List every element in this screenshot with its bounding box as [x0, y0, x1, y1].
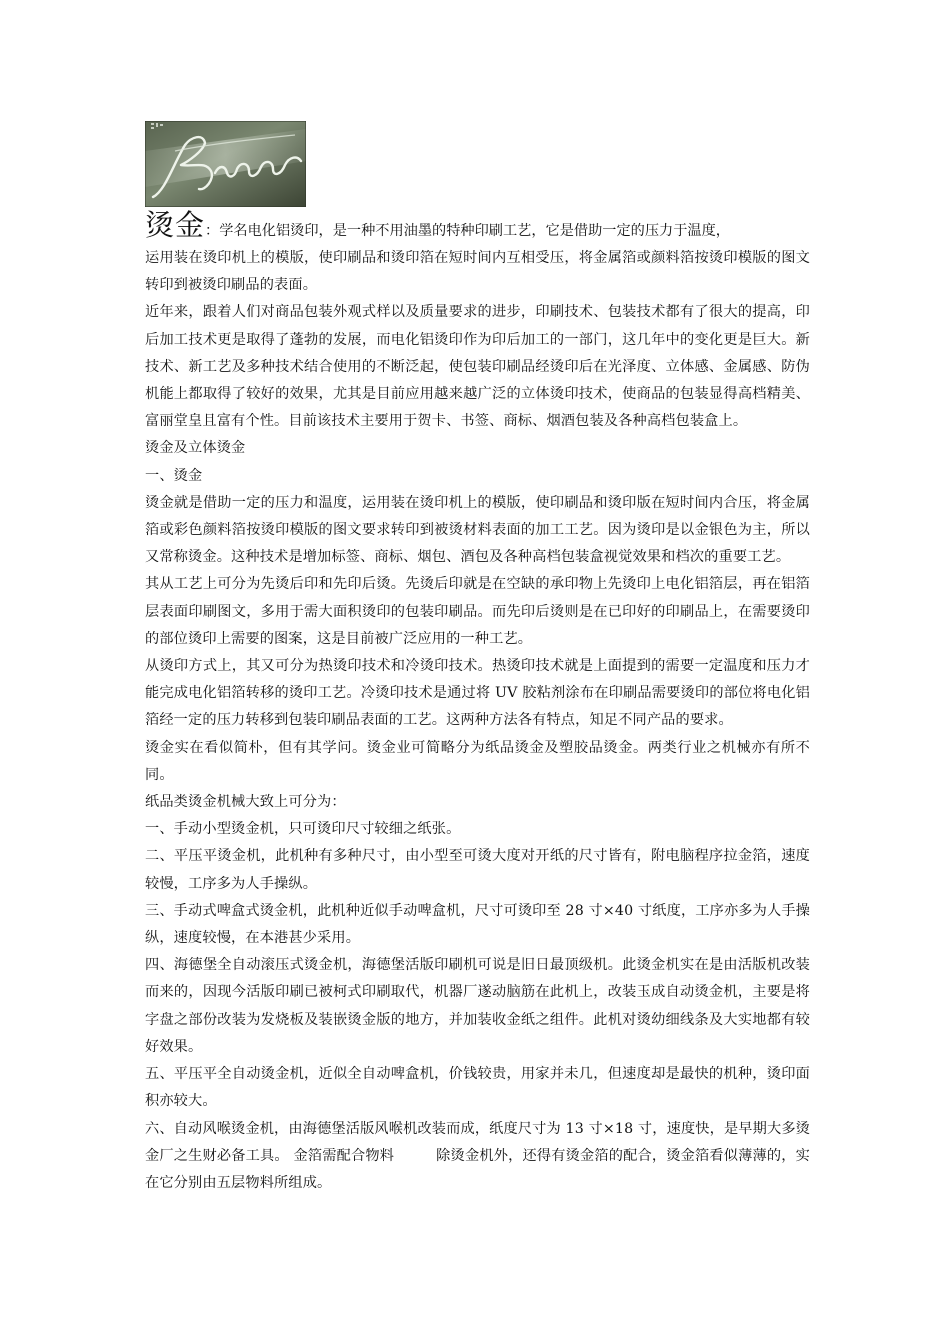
- heading-line: [145, 208, 810, 245]
- paragraph: 从烫印方式上，其又可分为热烫印技术和冷烫印技术。热烫印技术就是上面提到的需要一定温度和压力才能完成电化铝箔转移的烫印工艺。冷烫印技术是通过将 UV 胶粘剂涂布在印刷品需要烫印的部位将电化铝箔经一定的压力转移到包装印刷品表面的工艺。这两种方法各有特点，知足不同产品的要求。: [145, 658, 810, 729]
- paragraph: 烫金就是借助一定的压力和温度，运用装在烫印机上的模版，使印刷品和烫印版在短时间内合压，将金属箔或彩色颜料箔按烫印模版的图文要求转印到被烫材料表面的加工工艺。因为烫印是以金银色为主，所以又常称烫金。这种技术是增加标签、商标、烟包、酒包及各种高档包装盒视觉效果和档次的重要工艺。: [145, 494, 810, 566]
- body-text: [145, 245, 810, 1197]
- list-item: 五、平压平全自动烫金机，近似全自动啤盒机，价钱较贵，用家并未几，但速度却是最快的机种，烫印面积亦较大。: [145, 1066, 810, 1110]
- paragraph: 运用装在烫印机上的模版，使印刷品和烫印箔在短时间内互相受压，将金属箔或颜料箔按烫印模版的图文转印到被烫印刷品的表面。: [145, 250, 810, 294]
- list-item: 二、平压平烫金机，此机种有多种尺寸，由小型至可烫大度对开纸的尺寸皆有，附电脑程序拉金箔，速度较慢，工序多为人手操纵。: [145, 848, 810, 892]
- paragraph: 纸品类烫金机械大致上可分为：: [145, 794, 346, 811]
- list-item: [145, 1116, 810, 1198]
- paragraph: 烫金实在看似简朴，但有其学问。烫金业可简略分为纸品烫金及塑胶品烫金。两类行业之机械亦有所不同。: [145, 739, 810, 783]
- paragraph: 近年来，跟着人们对商品包装外观式样以及质量要求的进步，印刷技术、包装技术都有了很大的提高，印后加工技术更是取得了蓬勃的发展，而电化铝烫印作为印后加工的一部门，这几年中的变化更是巨大。新技术、新工艺及多种技术结合使用的不断泛起，使包装印刷品经烫印后在光泽度、立体感、金属感、防伪机能上都取得了较好的效果，尤其是目前应用越来越广泛的立体烫印技术，使商品的包装显得高档精美、富丽堂皇且富有个性。目前该技术主要用于贺卡、书签、商标、烟酒包装及各种高档包装盒上。: [145, 304, 810, 430]
- list-item: 一、手动小型烫金机，只可烫印尺寸较细之纸张。: [145, 821, 461, 838]
- list-item: 三、手动式啤盒式烫金机，此机种近似手动啤盒机，尺寸可烫印至 28 寸×40 寸纸度，工序亦多为人手操纵，速度较慢，在本港甚少采用。: [145, 902, 810, 947]
- paragraph: 其从工艺上可分为先烫后印和先印后烫。先烫后印就是在空缺的承印物上先烫印上电化铝箔层，再在铝箔层表面印刷图文，多用于需大面积烫印的包装印刷品。而先印后烫则是在已印好的印刷品上，在需要烫印的部位烫印上需要的图案，这是目前被广泛应用的一种工艺。: [145, 576, 810, 647]
- subsection-heading: 一、烫金: [145, 467, 203, 484]
- document-page: [145, 121, 810, 1197]
- list-item: 四、海德堡全自动滚压式烫金机，海德堡活版印刷机可说是旧日最顶级机。此烫金机实在是由活版机改装而来的，因现今活版印刷已被柯式印刷取代，机器厂遂动脑筋在此机上，改装玉成自动烫金机，主要是将字盘之部份改装为发烧板及装嵌烫金版的地方，并加装收金纸之组件。此机对烫幼细线条及大实地都有较好效果。: [145, 957, 810, 1055]
- title-tail: ：学名电化铝烫印，是一种不用油墨的特种印刷工艺，它是借助一定的压力于温度，: [205, 223, 730, 239]
- list-item-part-a: 六、自动风喉烫金机，由海德堡活版风喉机改装而成，纸度尺寸为 13 寸×18 寸，速度快，是早期大多烫金厂之生财必备工具。 金箔需配合物料: [145, 1120, 810, 1164]
- list-item-part-b: 除烫金机外，还得有烫金箔的配合，烫金箔看似薄薄的，实在它分别由五层物料所组成。: [145, 1147, 810, 1191]
- section-heading: 烫金及立体烫金: [145, 440, 246, 457]
- document-title: 烫金: [145, 208, 206, 242]
- foil-signature-photo: [145, 121, 306, 207]
